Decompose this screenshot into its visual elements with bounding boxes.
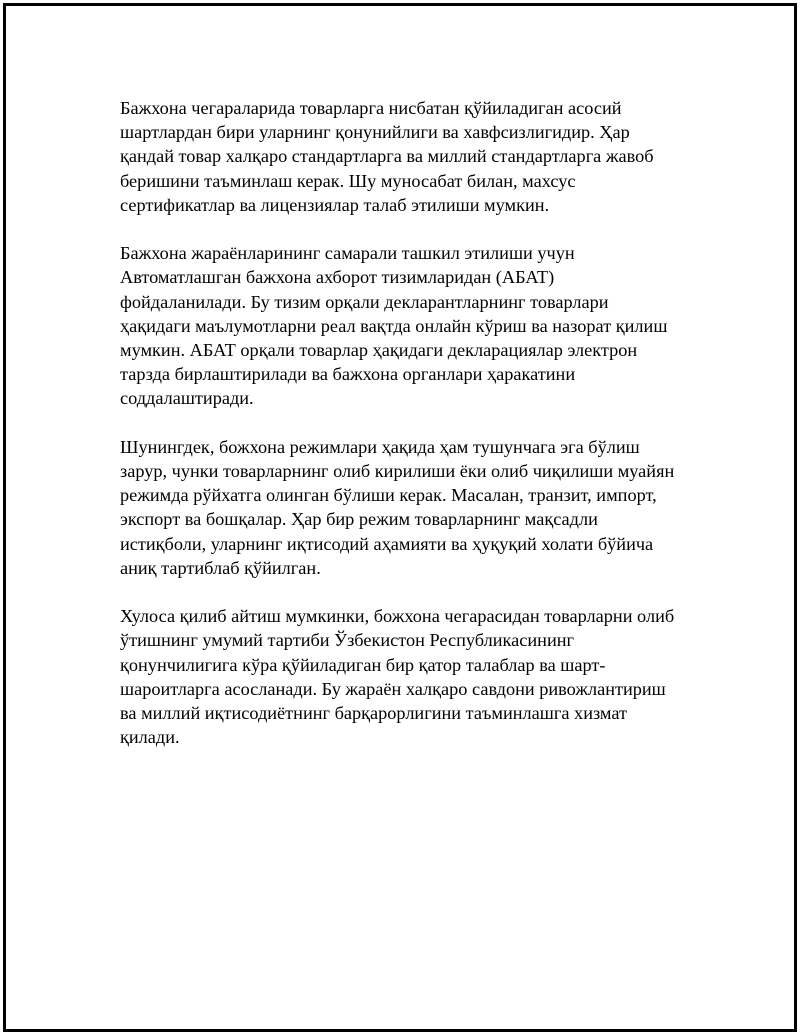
paragraph-line: Шунингдек, божхона режимлари ҳақида ҳам тушунчага эга бўлиш (120, 436, 640, 457)
paragraph-line: шароитларга асосланади. Бу жараён халқаро савдони ривожлантириш (120, 678, 666, 699)
paragraph-line: Бажхона чегараларида товарларга нисбатан қўйиладиган асосий (120, 98, 622, 118)
paragraph-line: тарзда бирлаштирилади ва бажхона органлари ҳаракатини (120, 364, 576, 385)
paragraph-line: аниқ тартиблаб қўйилган. (120, 557, 321, 578)
document-body (120, 96, 710, 774)
paragraph-line: сертификатлар ва лицензиялар талаб этилиши мумкин. (120, 194, 550, 215)
paragraph-line: фойдаланилади. Бу тизим орқали декларантларнинг товарлари (120, 291, 609, 312)
paragraph-3 (120, 435, 710, 580)
paragraph-line: Бажхона жараёнларининг самарали ташкил этилиши учун (120, 243, 575, 264)
paragraph-line: экспорт ва бошқалар. Ҳар бир режим товарларнинг мақсадли (120, 509, 598, 530)
paragraph-line: соддалаштиради. (120, 388, 254, 409)
paragraph-4 (120, 604, 710, 749)
paragraph-line: мумкин. АБАТ орқали товарлар ҳақидаги декларациялар электрон (120, 340, 638, 361)
paragraph-line: ва миллий иқтисодиётнинг барқарорлигини таъминлашга хизмат (120, 703, 628, 724)
document-page (3, 3, 797, 1032)
paragraph-line: Автоматлашган бажхона ахборот тизимларидан (АБАТ) (120, 267, 555, 288)
paragraph-line: шартлардан бири уларнинг қонунийлиги ва хавфсизлигидир. Ҳар (120, 122, 630, 143)
paragraph-line: Хулоса қилиб айтиш мумкинки, божхона чегарасидан товарларни олиб (120, 606, 675, 627)
paragraph-1 (120, 96, 710, 217)
paragraph-line: қонунчилигига кўра қўйиладиган бир қатор талаблар ва шарт- (120, 654, 606, 675)
paragraph-line: зарур, чунки товарларнинг олиб кирилиши ёки олиб чиқилиши муайян (120, 461, 675, 482)
paragraph-line: истиқболи, уларнинг иқтисодий аҳамияти ва ҳуқуқий холати бўйича (120, 533, 654, 554)
paragraph-line: қилади. (120, 727, 180, 748)
paragraph-line: беришини таъминлаш керак. Шу муносабат билан, махсус (120, 170, 576, 191)
paragraph-line: қандай товар халқаро стандартларга ва миллий стандартларга жавоб (120, 146, 654, 167)
paragraph-line: ўтишнинг умумий тартиби Ўзбекистон Республикасининг (120, 630, 575, 651)
paragraph-2 (120, 241, 710, 410)
paragraph-line: режимда рўйхатга олинган бўлиши керак. Масалан, транзит, импорт, (120, 485, 657, 506)
paragraph-line: ҳақидаги маълумотларни реал вақтда онлайн кўриш ва назорат қилиш (120, 315, 668, 336)
